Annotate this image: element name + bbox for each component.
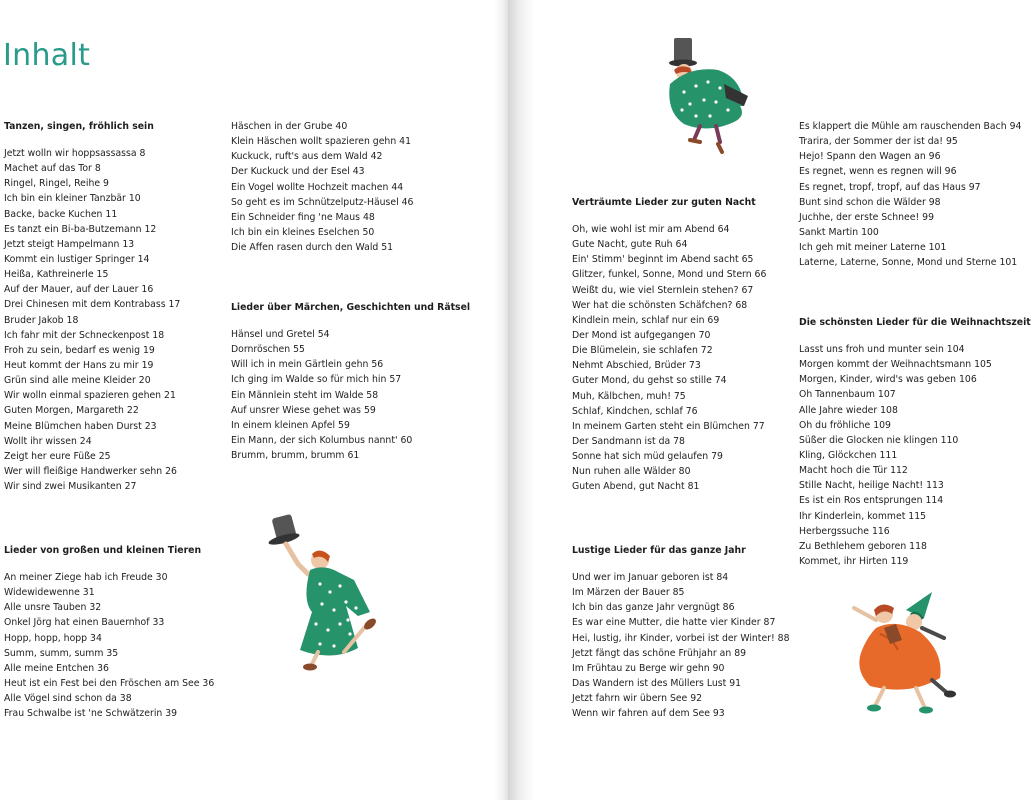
toc-entry: Herbergssuche 116 xyxy=(799,525,890,537)
toc-entry: Machet auf das Tor 8 xyxy=(4,163,101,175)
toc-section-year-continued xyxy=(799,119,1021,270)
toc-entry: Guten Morgen, Margareth 22 xyxy=(4,405,139,417)
toc-entry: Ringel, Ringel, Reihe 9 xyxy=(4,178,109,190)
toc-entry: Ich bin ein kleiner Tanzbär 10 xyxy=(4,193,141,205)
toc-entry: Es tanzt ein Bi-ba-Butzemann 12 xyxy=(4,223,157,235)
toc-entry: Frau Schwalbe ist 'ne Schwätzerin 39 xyxy=(4,708,178,720)
section-heading: Die schönsten Lieder für die Weihnachtszeit xyxy=(799,317,1031,328)
toc-entry: Ich fahr mit der Schneckenpost 18 xyxy=(4,329,165,341)
toc-entry: Morgen kommt der Weihnachtsmann 105 xyxy=(799,359,992,371)
toc-entry: Zu Bethlehem geboren 118 xyxy=(799,540,927,552)
toc-entry: Bruder Jakob 18 xyxy=(4,314,79,326)
toc-entry: Jetzt wolln wir hoppsassassa 8 xyxy=(4,148,146,159)
toc-entry: Sankt Martin 100 xyxy=(799,226,879,238)
book-gutter-left xyxy=(494,0,508,800)
toc-entry: Wenn wir fahren auf dem See 93 xyxy=(572,708,725,720)
toc-entry: Auf der Mauer, auf der Lauer 16 xyxy=(4,284,154,296)
toc-entry: Heißa, Kathreinerle 15 xyxy=(4,269,109,281)
toc-entry: Hopp, hopp, hopp 34 xyxy=(4,632,102,644)
toc-entry: Der Kuckuck und der Esel 43 xyxy=(231,166,365,178)
toc-entry: Der Mond ist aufgegangen 70 xyxy=(572,329,711,341)
toc-entry: Ihr Kinderlein, kommet 115 xyxy=(799,510,927,522)
toc-entry: Drei Chinesen mit dem Kontrabass 17 xyxy=(4,299,181,311)
toc-list xyxy=(231,327,470,463)
toc-entry: Schlaf, Kindchen, schlaf 76 xyxy=(572,405,698,417)
toc-entry: Widewidewenne 31 xyxy=(4,587,95,599)
toc-entry: Juchhe, der erste Schnee! 99 xyxy=(799,211,935,223)
toc-section-year xyxy=(572,545,790,721)
toc-entry: Alle Jahre wieder 108 xyxy=(799,404,898,416)
toc-entry: Das Wandern ist des Müllers Lust 91 xyxy=(572,677,742,689)
toc-entry: Jetzt steigt Hampelmann 13 xyxy=(4,238,135,250)
toc-entry: Ich geh mit meiner Laterne 101 xyxy=(799,242,947,254)
toc-entry: Ich bin das ganze Jahr vergnügt 86 xyxy=(572,602,735,614)
toc-entry: Die Blümelein, sie schlafen 72 xyxy=(572,345,713,357)
toc-entry: Ich bin ein kleines Eselchen 50 xyxy=(231,226,375,238)
toc-entry: Die Affen rasen durch den Wald 51 xyxy=(231,242,394,254)
toc-section-christmas xyxy=(799,317,1031,569)
toc-entry: Kommt ein lustiger Springer 14 xyxy=(4,253,150,265)
toc-entry: Lasst uns froh und munter sein 104 xyxy=(799,344,965,355)
toc-entry: Es regnet, tropf, tropf, auf das Haus 97 xyxy=(799,181,981,193)
toc-entry: Im Märzen der Bauer 85 xyxy=(572,587,685,599)
toc-list xyxy=(572,222,766,495)
toc-section-animals-continued xyxy=(231,119,413,255)
toc-entry: Alle unsre Tauben 32 xyxy=(4,602,102,614)
toc-entry: Wir sind zwei Musikanten 27 xyxy=(4,481,137,493)
toc-entry: Häschen in der Grube 40 xyxy=(231,121,348,132)
toc-list xyxy=(4,146,180,494)
toc-entry: Im Frühtau zu Berge wir gehn 90 xyxy=(572,662,725,674)
toc-entry: Ein Männlein steht im Walde 58 xyxy=(231,389,379,401)
toc-entry: An meiner Ziege hab ich Freude 30 xyxy=(4,572,168,583)
dancing-couple-illustration xyxy=(840,588,960,718)
toc-entry: Will ich in mein Gärtlein gehn 56 xyxy=(231,359,384,371)
section-heading: Tanzen, singen, fröhlich sein xyxy=(4,121,154,132)
toc-entry: Morgen, Kinder, wird's was geben 106 xyxy=(799,374,977,386)
section-heading: Lieder von großen und kleinen Tieren xyxy=(4,545,202,556)
toc-entry: Kling, Glöckchen 111 xyxy=(799,449,898,461)
toc-entry: Heut ist ein Fest bei den Fröschen am See 36 xyxy=(4,677,215,689)
toc-entry: Dornröschen 55 xyxy=(231,344,305,356)
toc-entry: Kommet, ihr Hirten 119 xyxy=(799,555,909,567)
toc-entry: Ich ging im Walde so für mich hin 57 xyxy=(231,374,402,386)
section-heading: Verträumte Lieder zur guten Nacht xyxy=(572,197,756,208)
toc-entry: Hejo! Spann den Wagen an 96 xyxy=(799,151,941,163)
toc-entry: Gute Nacht, gute Ruh 64 xyxy=(572,239,688,251)
toc-entry: Onkel Jörg hat einen Bauernhof 33 xyxy=(4,617,165,629)
toc-section-dancing xyxy=(4,121,180,494)
toc-entry: Glitzer, funkel, Sonne, Mond und Stern 66 xyxy=(572,269,767,281)
toc-entry: Macht hoch die Tür 112 xyxy=(799,465,908,477)
toc-entry: Muh, Kälbchen, muh! 75 xyxy=(572,390,686,402)
toc-entry: Klein Häschen wollt spazieren gehn 41 xyxy=(231,136,411,148)
toc-entry: Trarira, der Sommer der ist da! 95 xyxy=(799,136,958,148)
toc-entry: Kuckuck, ruft's aus dem Wald 42 xyxy=(231,151,383,163)
toc-entry: Stille Nacht, heilige Nacht! 113 xyxy=(799,480,944,492)
toc-entry: Wir wolln einmal spazieren gehen 21 xyxy=(4,390,176,402)
toc-entry: Nehmt Abschied, Brüder 73 xyxy=(572,360,701,372)
page-title: Inhalt xyxy=(3,38,91,73)
toc-entry: Süßer die Glocken nie klingen 110 xyxy=(799,434,959,446)
toc-entry: Es regnet, wenn es regnen will 96 xyxy=(799,166,957,178)
book-gutter-shadow xyxy=(508,0,534,800)
toc-entry: Jetzt fahrn wir übern See 92 xyxy=(572,693,703,705)
toc-entry: Der Sandmann ist da 78 xyxy=(572,435,685,447)
jumping-figure-illustration xyxy=(660,36,752,154)
toc-entry: Oh, wie wohl ist mir am Abend 64 xyxy=(572,224,730,235)
toc-entry: Guten Abend, gut Nacht 81 xyxy=(572,481,700,493)
toc-entry: Oh Tannenbaum 107 xyxy=(799,389,896,401)
toc-entry: Nun ruhen alle Wälder 80 xyxy=(572,466,691,478)
toc-entry: Heut kommt der Hans zu mir 19 xyxy=(4,359,154,371)
toc-entry: Ein Mann, der sich Kolumbus nannt' 60 xyxy=(231,434,413,446)
toc-section-fairytales xyxy=(231,302,470,463)
toc-entry: Wer hat die schönsten Schäfchen? 68 xyxy=(572,299,748,311)
toc-entry: Es war eine Mutter, die hatte vier Kinder 87 xyxy=(572,617,776,629)
toc-entry: Es ist ein Ros entsprungen 114 xyxy=(799,495,944,507)
toc-entry: Zeigt her eure Füße 25 xyxy=(4,450,111,462)
toc-list xyxy=(572,570,790,721)
toc-list xyxy=(799,342,1031,569)
toc-section-animals xyxy=(4,545,214,721)
toc-entry: Und wer im Januar geboren ist 84 xyxy=(572,572,729,583)
toc-entry: Guter Mond, du gehst so stille 74 xyxy=(572,375,727,387)
toc-entry: Bunt sind schon die Wälder 98 xyxy=(799,196,941,208)
toc-list xyxy=(231,119,413,255)
toc-entry: Ein Vogel wollte Hochzeit machen 44 xyxy=(231,181,404,193)
toc-entry: Meine Blümchen haben Durst 23 xyxy=(4,420,157,432)
toc-entry: Backe, backe Kuchen 11 xyxy=(4,208,118,220)
toc-entry: Auf unsrer Wiese gehet was 59 xyxy=(231,404,376,416)
section-heading: Lieder über Märchen, Geschichten und Rätsel xyxy=(231,302,471,313)
toc-section-goodnight xyxy=(572,197,766,495)
toc-entry: Sonne hat sich müd gelaufen 79 xyxy=(572,451,723,463)
toc-entry: Grün sind alle meine Kleider 20 xyxy=(4,375,151,387)
toc-entry: Hänsel und Gretel 54 xyxy=(231,329,330,340)
toc-entry: Laterne, Laterne, Sonne, Mond und Sterne 101 xyxy=(799,257,1018,269)
toc-entry: Summ, summ, summ 35 xyxy=(4,647,119,659)
toc-entry: Alle Vögel sind schon da 38 xyxy=(4,693,132,705)
toc-entry: In einem kleinen Apfel 59 xyxy=(231,419,350,431)
toc-entry: Brumm, brumm, brumm 61 xyxy=(231,450,360,462)
toc-entry: Oh du fröhliche 109 xyxy=(799,419,891,431)
toc-entry: Weißt du, wie viel Sternlein stehen? 67 xyxy=(572,284,754,296)
toc-entry: Kindlein mein, schlaf nur ein 69 xyxy=(572,314,720,326)
toc-entry: Wer will fleißige Handwerker sehn 26 xyxy=(4,465,177,477)
dancing-woman-illustration xyxy=(262,512,388,674)
toc-entry: So geht es im Schnützelputz-Häusel 46 xyxy=(231,196,414,208)
toc-entry: Ein Schneider fing 'ne Maus 48 xyxy=(231,211,375,223)
toc-entry: Ein' Stimm' beginnt im Abend sacht 65 xyxy=(572,254,754,266)
toc-list xyxy=(799,119,1021,270)
toc-entry: Alle meine Entchen 36 xyxy=(4,662,109,674)
toc-entry: Wollt ihr wissen 24 xyxy=(4,435,92,447)
toc-entry: Jetzt fängt das schöne Frühjahr an 89 xyxy=(572,647,747,659)
toc-entry: In meinem Garten steht ein Blümchen 77 xyxy=(572,420,765,432)
toc-entry: Hei, lustig, ihr Kinder, vorbei ist der Winter! 88 xyxy=(572,632,790,644)
toc-entry: Es klappert die Mühle am rauschenden Bach 94 xyxy=(799,121,1022,132)
section-heading: Lustige Lieder für das ganze Jahr xyxy=(572,545,746,556)
toc-entry: Froh zu sein, bedarf es wenig 19 xyxy=(4,344,155,356)
toc-list xyxy=(4,570,214,721)
